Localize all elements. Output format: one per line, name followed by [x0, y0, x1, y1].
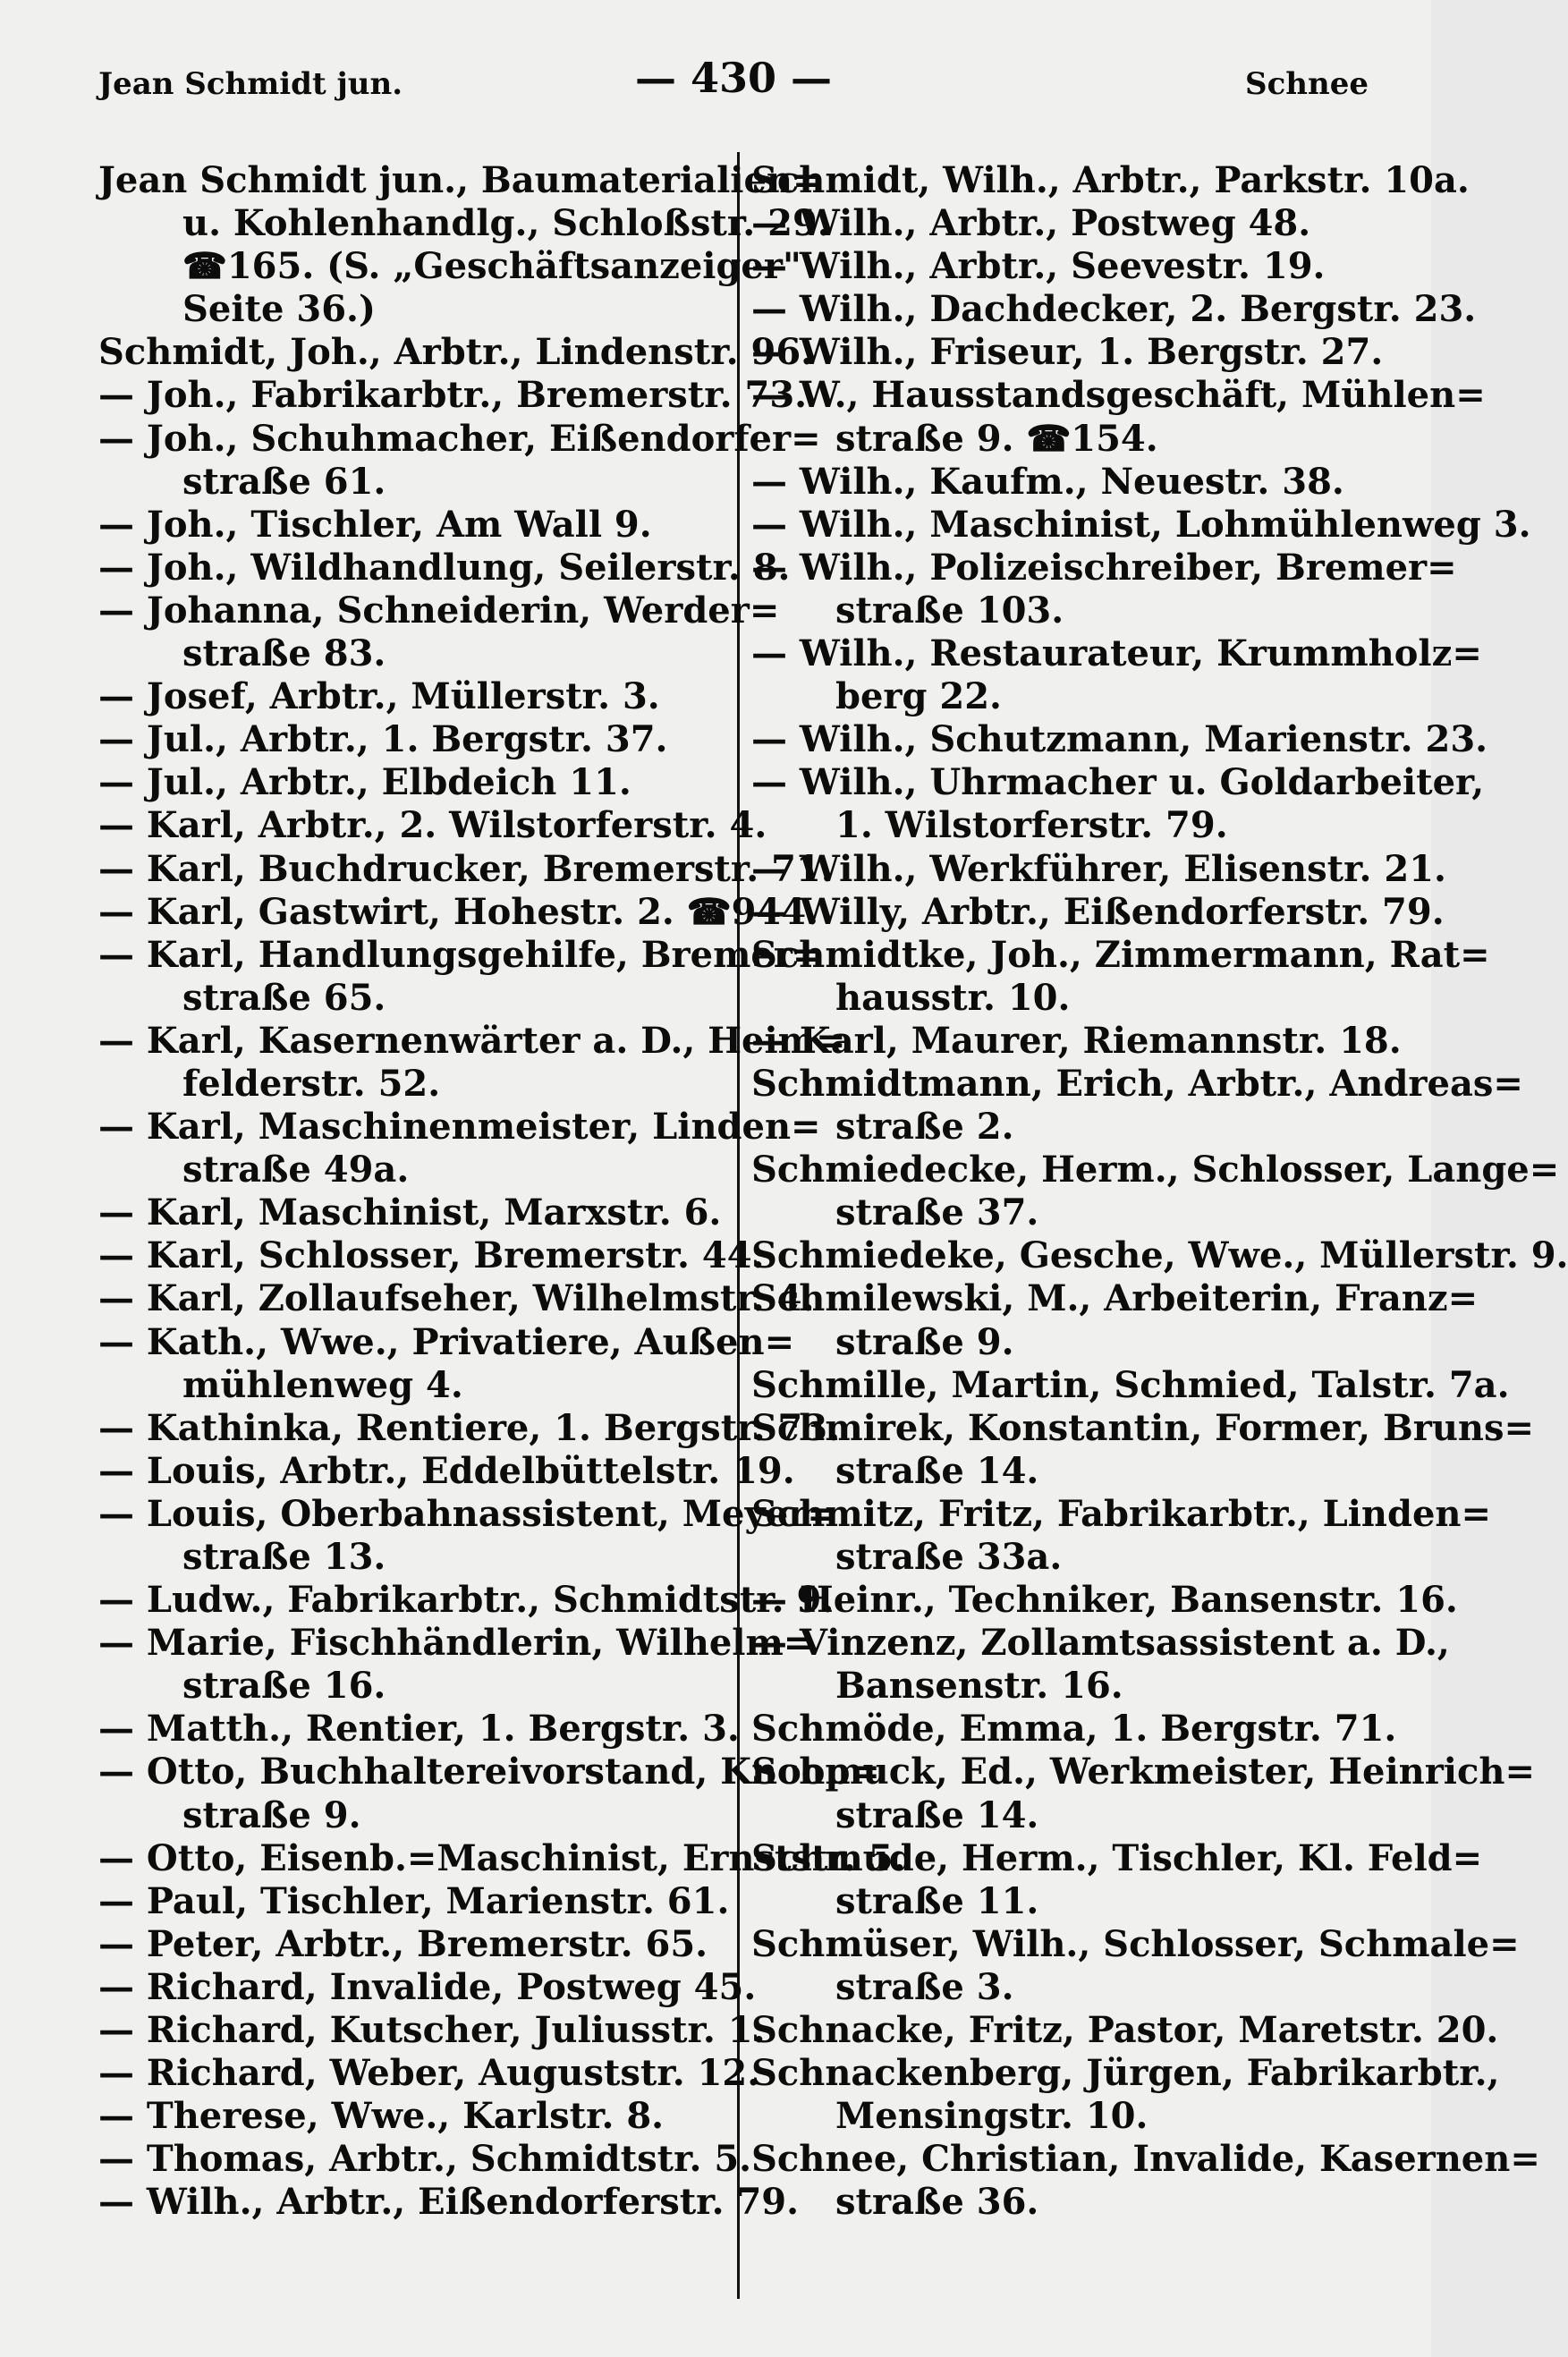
directory-line: — Wilh., Arbtr., Seevestr. 19. — [751, 245, 1326, 288]
directory-line: — Ludw., Fabrikarbtr., Schmidtstr. 9. — [98, 1579, 835, 1622]
directory-line: — Karl, Gastwirt, Hohestr. 2. ☎944. — [98, 890, 819, 933]
directory-line: — Louis, Oberbahnassistent, Meyer= — [98, 1492, 837, 1535]
right-column — [751, 159, 1568, 2225]
directory-line: — Wilh., Arbtr., Postweg 48. — [751, 202, 1311, 245]
directory-line: — Karl, Maschinenmeister, Linden= — [98, 1106, 821, 1149]
directory-line: Schmidt, Joh., Arbtr., Lindenstr. 96. — [98, 331, 814, 374]
directory-line: straße 83. — [182, 632, 386, 675]
directory-line: Schmirek, Konstantin, Former, Bruns= — [751, 1406, 1535, 1449]
directory-line: Schmidtke, Joh., Zimmermann, Rat= — [751, 933, 1490, 976]
directory-line: Schmöde, Emma, 1. Bergstr. 71. — [751, 1708, 1397, 1751]
directory-line: — Wilh., Maschinist, Lohmühlenweg 3. — [751, 503, 1531, 546]
directory-line: straße 11. — [835, 1879, 1039, 1922]
directory-line: — Jul., Arbtr., 1. Bergstr. 37. — [98, 718, 668, 761]
directory-line: — W., Hausstandsgeschäft, Mühlen= — [751, 374, 1486, 417]
directory-line: — Karl, Handlungsgehilfe, Bremer= — [98, 933, 823, 976]
directory-line: straße 16. — [182, 1665, 386, 1708]
directory-line: — Wilh., Uhrmacher u. Goldarbeiter, — [751, 761, 1485, 804]
directory-line: — Karl, Schlosser, Bremerstr. 44. — [98, 1234, 765, 1277]
directory-line: — Wilh., Dachdecker, 2. Bergstr. 23. — [751, 288, 1477, 331]
directory-line: — Josef, Arbtr., Müllerstr. 3. — [98, 675, 660, 718]
directory-line: — Thomas, Arbtr., Schmidtstr. 5. — [98, 2138, 752, 2181]
directory-line: straße 33a. — [835, 1536, 1063, 1578]
directory-line: Schmitz, Fritz, Fabrikarbtr., Linden= — [751, 1492, 1492, 1535]
directory-line: Schmilewski, M., Arbeiterin, Franz= — [751, 1277, 1479, 1320]
header-first-entry: Jean Schmidt jun. — [98, 66, 403, 102]
directory-line: — Joh., Schuhmacher, Eißendorfer= — [98, 417, 821, 460]
directory-line: Seite 36.) — [182, 288, 376, 331]
directory-line: Schmuck, Ed., Werkmeister, Heinrich= — [751, 1751, 1535, 1793]
directory-line: — Wilh., Restaurateur, Krummholz= — [751, 632, 1482, 675]
directory-line: — Wilh., Polizeischreiber, Bremer= — [751, 546, 1457, 589]
left-column — [98, 159, 906, 2225]
directory-line: — Wilh., Kaufm., Neuestr. 38. — [751, 460, 1344, 503]
directory-line: straße 49a. — [182, 1149, 410, 1191]
directory-line: Schnackenberg, Jürgen, Fabrikarbtr., — [751, 2052, 1500, 2095]
directory-line: straße 37. — [835, 1191, 1039, 1234]
directory-line: straße 14. — [835, 1449, 1039, 1492]
directory-line: — Joh., Fabrikarbtr., Bremerstr. 73. — [98, 374, 808, 417]
directory-line: 1. Wilstorferstr. 79. — [835, 804, 1228, 847]
directory-line: Schmiedecke, Herm., Schlosser, Lange= — [751, 1149, 1560, 1191]
page-number: — 430 — — [634, 54, 833, 102]
directory-line: — Matth., Rentier, 1. Bergstr. 3. — [98, 1708, 740, 1751]
directory-line: Jean Schmidt jun., Baumaterialien= — [98, 159, 823, 201]
directory-line: Bansenstr. 16. — [835, 1665, 1123, 1708]
directory-line: — Wilh., Friseur, 1. Bergstr. 27. — [751, 331, 1384, 374]
directory-line: — Karl, Arbtr., 2. Wilstorferstr. 4. — [98, 804, 767, 847]
directory-line: — Kath., Wwe., Privatiere, Außen= — [98, 1320, 795, 1363]
directory-line: u. Kohlenhandlg., Schloßstr. 29. — [182, 202, 830, 245]
directory-line: — Karl, Zollaufseher, Wilhelmstr. 4. — [98, 1277, 815, 1320]
directory-line: straße 36. — [835, 2181, 1039, 2224]
directory-line: straße 13. — [182, 1536, 386, 1578]
directory-line: — Karl, Maurer, Riemannstr. 18. — [751, 1019, 1402, 1062]
directory-line: — Otto, Buchhaltereivorstand, Knoop= — [98, 1751, 880, 1793]
directory-line: — Karl, Maschinist, Marxstr. 6. — [98, 1191, 722, 1234]
header-last-entry: Schnee — [1245, 66, 1369, 102]
directory-line: — Paul, Tischler, Marienstr. 61. — [98, 1879, 730, 1922]
directory-line: straße 9. ☎154. — [835, 417, 1158, 460]
directory-line: ☎165. (S. „Geschäftsanzeiger" — [182, 245, 801, 288]
page-header — [98, 54, 1369, 116]
directory-line: Schmidtmann, Erich, Arbtr., Andreas= — [751, 1062, 1523, 1105]
directory-line: Schnacke, Fritz, Pastor, Maretstr. 20. — [751, 2009, 1499, 2052]
directory-line: straße 3. — [835, 1965, 1014, 2008]
directory-line: — Therese, Wwe., Karlstr. 8. — [98, 2095, 665, 2138]
directory-line: — Louis, Arbtr., Eddelbüttelstr. 19. — [98, 1449, 795, 1492]
directory-line: Schnee, Christian, Invalide, Kasernen= — [751, 2138, 1540, 2181]
directory-line: mühlenweg 4. — [182, 1363, 463, 1406]
directory-line: berg 22. — [835, 675, 1002, 718]
directory-line: straße 2. — [835, 1106, 1014, 1149]
directory-line: — Marie, Fischhändlerin, Wilhelm= — [98, 1622, 814, 1665]
directory-line: — Kathinka, Rentiere, 1. Bergstr. 73. — [98, 1406, 841, 1449]
directory-line: Schmude, Herm., Tischler, Kl. Feld= — [751, 1836, 1483, 1879]
directory-line: straße 61. — [182, 460, 386, 503]
directory-line: — Joh., Wildhandlung, Seilerstr. 8. — [98, 546, 791, 589]
directory-line: — Karl, Buchdrucker, Bremerstr. 71. — [98, 847, 834, 890]
directory-line: — Joh., Tischler, Am Wall 9. — [98, 503, 652, 546]
directory-line: — Willy, Arbtr., Eißendorferstr. 79. — [751, 890, 1445, 933]
directory-line: straße 9. — [182, 1793, 361, 1836]
directory-line: felderstr. 52. — [182, 1062, 441, 1105]
directory-line: — Vinzenz, Zollamtsassistent a. D., — [751, 1622, 1450, 1665]
directory-line: Schmiedeke, Gesche, Wwe., Müllerstr. 9. — [751, 1234, 1568, 1277]
directory-line: — Richard, Kutscher, Juliusstr. 1. — [98, 2009, 766, 2052]
directory-line: — Wilh., Schutzmann, Marienstr. 23. — [751, 718, 1488, 761]
directory-line: — Peter, Arbtr., Bremerstr. 65. — [98, 1922, 708, 1965]
directory-line: Schmidt, Wilh., Arbtr., Parkstr. 10a. — [751, 159, 1470, 201]
directory-line: — Richard, Weber, Auguststr. 12. — [98, 2052, 760, 2095]
directory-line: — Heinr., Techniker, Bansenstr. 16. — [751, 1579, 1458, 1622]
directory-line: straße 103. — [835, 589, 1064, 632]
directory-line: — Otto, Eisenb.=Maschinist, Ernststr. 5. — [98, 1836, 906, 1879]
directory-line: — Richard, Invalide, Postweg 45. — [98, 1965, 757, 2008]
directory-line: Mensingstr. 10. — [835, 2095, 1148, 2138]
directory-line: straße 65. — [182, 976, 386, 1019]
directory-line: straße 9. — [835, 1320, 1014, 1363]
directory-line: — Johanna, Schneiderin, Werder= — [98, 589, 780, 632]
directory-line: Schmüser, Wilh., Schlosser, Schmale= — [751, 1922, 1520, 1965]
directory-line: — Karl, Kasernenwärter a. D., Heim= — [98, 1019, 846, 1062]
directory-line: — Jul., Arbtr., Elbdeich 11. — [98, 761, 631, 804]
directory-line: — Wilh., Arbtr., Eißendorferstr. 79. — [98, 2181, 800, 2224]
directory-line: hausstr. 10. — [835, 976, 1071, 1019]
directory-line: Schmille, Martin, Schmied, Talstr. 7a. — [751, 1363, 1510, 1406]
directory-line: — Wilh., Werkführer, Elisenstr. 21. — [751, 847, 1446, 890]
directory-line: straße 14. — [835, 1793, 1039, 1836]
